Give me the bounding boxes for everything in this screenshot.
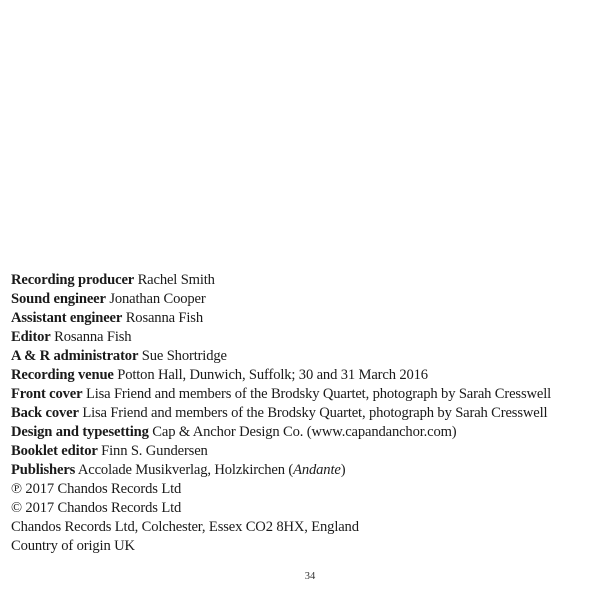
credit-line [11, 290, 596, 309]
credits-block [11, 271, 596, 556]
publishers-italic: Andante [293, 462, 341, 478]
credit-label: Recording venue [11, 367, 114, 383]
publishers-close: ) [340, 462, 346, 478]
credit-line [11, 385, 596, 404]
phonographic-copyright: ℗ 2017 Chandos Records Ltd [11, 481, 182, 497]
credit-line [11, 347, 596, 366]
credit-label: A & R administrator [11, 348, 139, 364]
publishers-value: Accolade Musikverlag, Holzkirchen ( [77, 462, 294, 478]
credit-value: Cap & Anchor Design Co. (www.capandanchor.com) [152, 424, 457, 440]
credit-label: Back cover [11, 405, 79, 421]
credit-label: Recording producer [11, 272, 135, 288]
credit-label: Editor [11, 329, 51, 345]
credit-label: Assistant engineer [11, 310, 123, 326]
credit-line [11, 271, 596, 290]
credit-line [11, 328, 596, 347]
credit-value: Rosanna Fish [54, 329, 132, 345]
credit-line [11, 404, 596, 423]
credit-value: Rachel Smith [137, 272, 215, 288]
copyright: © 2017 Chandos Records Ltd [11, 500, 182, 516]
credit-value: Lisa Friend and members of the Brodsky Quartet, photograph by Sarah Cresswell [85, 386, 552, 402]
credit-value: Sue Shortridge [141, 348, 227, 364]
credit-value: Lisa Friend and members of the Brodsky Quartet, photograph by Sarah Cresswell [82, 405, 548, 421]
credit-value: Potton Hall, Dunwich, Suffolk; 30 and 31 March 2016 [117, 367, 428, 383]
credit-label: Front cover [11, 386, 83, 402]
credit-line [11, 442, 596, 461]
address: Chandos Records Ltd, Colchester, Essex CO2 8HX, England [11, 519, 359, 535]
credit-line [11, 423, 596, 442]
country-of-origin: Country of origin UK [11, 538, 135, 554]
credit-label: Booklet editor [11, 443, 98, 459]
credit-value: Finn S. Gundersen [101, 443, 208, 459]
credit-value: Jonathan Cooper [109, 291, 206, 307]
page-number: 34 [304, 571, 316, 582]
publishers-label: Publishers [11, 462, 76, 478]
credit-label: Design and typesetting [11, 424, 149, 440]
credit-line [11, 309, 596, 328]
credit-line [11, 366, 596, 385]
credit-value: Rosanna Fish [125, 310, 203, 326]
publishers-line [11, 461, 596, 480]
credit-label: Sound engineer [11, 291, 106, 307]
